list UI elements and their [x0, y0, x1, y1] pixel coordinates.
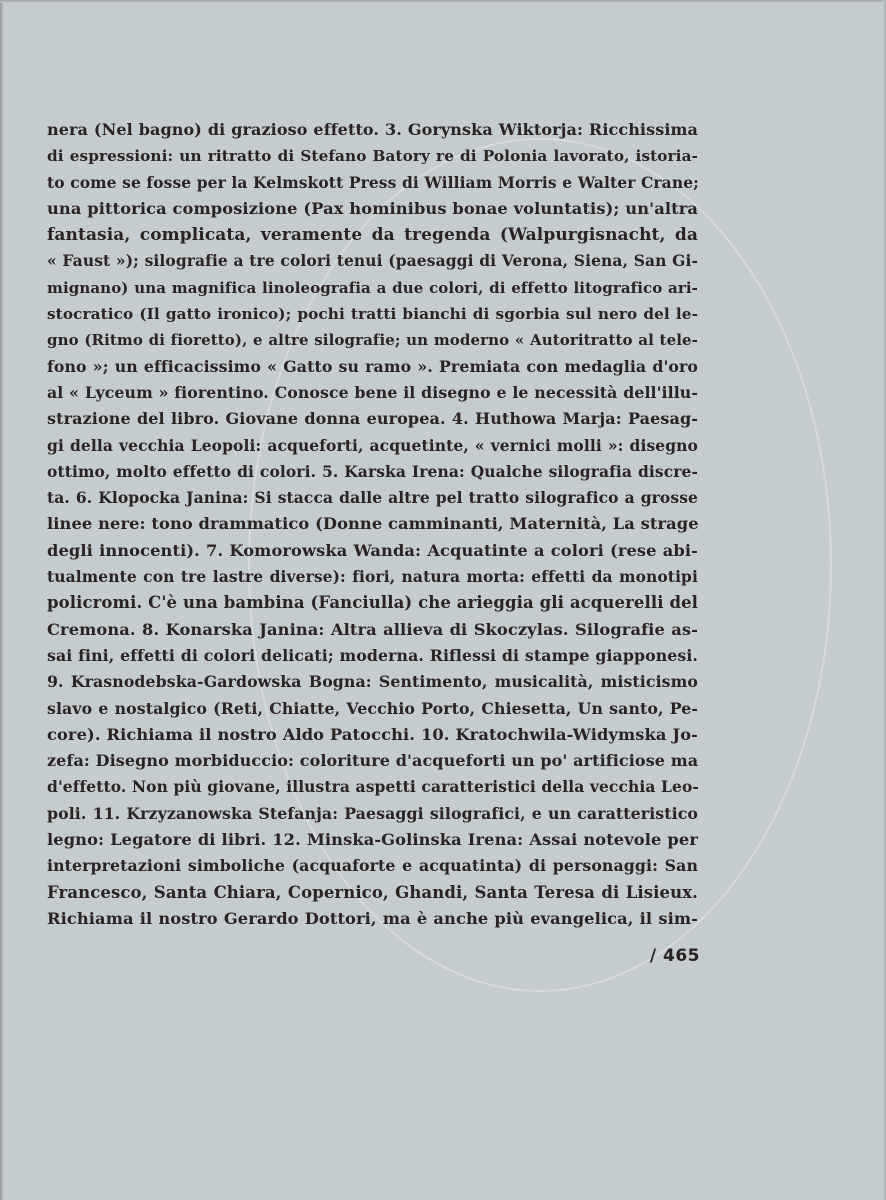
text-line: interpretazioni simboliche (acquaforte e acquatinta) di personaggi: San [47, 856, 698, 876]
text-line: poli. 11. Krzyzanowska Stefanja: Paesaggi silografici, e un caratteristico [47, 803, 698, 823]
text-line: core). Richiama il nostro Aldo Patocchi. 10. Kratochwila-Widymska Jo- [47, 724, 698, 744]
text-line: ta. 6. Klopocka Janina: Si stacca dalle altre pel tratto silografico a grosse [47, 488, 698, 508]
text-line: 9. Krasnodebska-Gardowska Bogna: Sentimento, musicalità, misticismo [47, 672, 698, 692]
text-line: linee nere: tono drammatico (Donne camminanti, Maternità, La strage [47, 514, 699, 534]
text-line: policromi. C'è una bambina (Fanciulla) che arieggia gli acquerelli del [47, 593, 699, 613]
text-line: d'effetto. Non più giovane, illustra aspetti caratteristici della vecchia Leo- [47, 777, 699, 797]
text-line: al « Lyceum » fiorentino. Conosce bene il disegno e le necessità dell'illu- [47, 382, 698, 402]
text-line: Richiama il nostro Gerardo Dottori, ma è anche più evangelica, il sim- [47, 908, 698, 928]
text-line: ottimo, molto effetto di colori. 5. Karska Irena: Qualche silografia discre- [47, 461, 698, 481]
text-line: stocratico (Il gatto ironico); pochi tratti bianchi di sgorbia sul nero del le- [47, 305, 698, 324]
text-line: di espressioni: un ritratto di Stefano Batory re di Polonia lavorato, istoria- [47, 147, 698, 166]
text-line: legno: Legatore di libri. 12. Minska-Golinska Irena: Assai notevole per [47, 830, 698, 850]
body-text [47, 117, 698, 932]
text-line: slavo e nostalgico (Reti, Chiatte, Vecchio Porto, Chiesetta, Un santo, Pe- [47, 698, 698, 718]
text-line: sai fini, effetti di colori delicati; moderna. Riflessi di stampe giapponesi. [47, 645, 698, 665]
text-line: to come se fosse per la Kelmskott Press di William Morris e Walter Crane; [47, 172, 699, 192]
text-line: degli innocenti). 7. Komorowska Wanda: Acquatinte a colori (rese abi- [47, 540, 698, 560]
text-line: gno (Ritmo di fioretto), e altre silografie; un moderno « Autoritratto al tele- [47, 331, 698, 350]
text-line: fantasia, complicata, veramente da tregenda (Walpurgisnacht, da [47, 225, 698, 246]
text-line: tualmente con tre lastre diverse): fiori, natura morta: effetti da monotipi [47, 567, 698, 587]
page-number: / 465 [649, 946, 700, 966]
text-line: Cremona. 8. Konarska Janina: Altra allieva di Skoczylas. Silografie as- [47, 619, 698, 639]
text-line: zefa: Disegno morbiduccio: coloriture d'acqueforti un po' artificiose ma [47, 751, 699, 771]
text-line: gi della vecchia Leopoli: acqueforti, acquetinte, « vernici molli »: disegno [47, 435, 698, 455]
text-line: una pittorica composizione (Pax hominibus bonae voluntatis); un'altra [47, 198, 698, 218]
page-edge-top [0, 0, 886, 3]
text-line: nera (Nel bagno) di grazioso effetto. 3. Gorynska Wiktorja: Ricchissima [47, 120, 698, 139]
text-line: strazione del libro. Giovane donna europea. 4. Huthowa Marja: Paesag- [47, 409, 698, 429]
text-line: mignano) una magnifica linoleografia a due colori, di effetto litografico ari- [47, 278, 698, 297]
text-line: Francesco, Santa Chiara, Copernico, Ghandi, Santa Teresa di Lisieux. [47, 882, 698, 902]
text-line: fono »; un efficacissimo « Gatto su ramo ». Premiata con medaglia d'oro [47, 356, 698, 376]
page-edge [0, 0, 4, 1200]
text-line: « Faust »); silografie a tre colori tenui (paesaggi di Verona, Siena, San Gi- [47, 251, 698, 271]
